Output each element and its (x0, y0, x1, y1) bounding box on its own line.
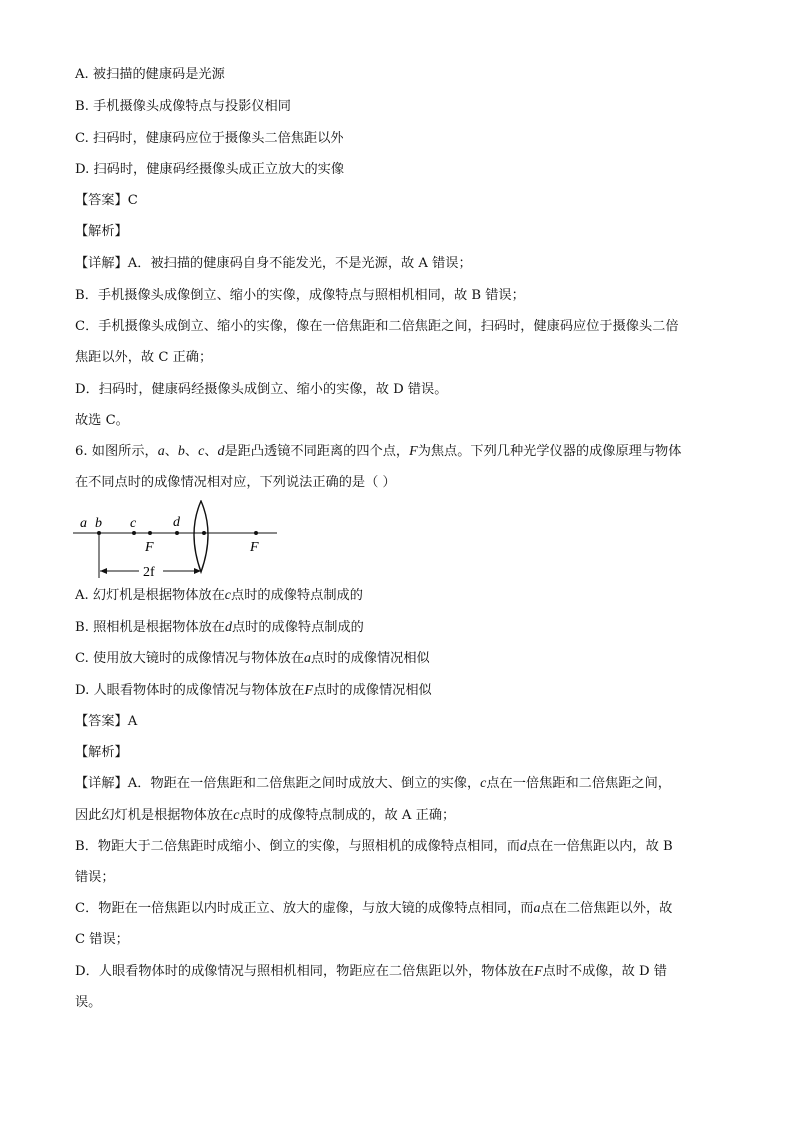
q6-answer (75, 713, 137, 731)
q6-detail-1 (75, 775, 671, 793)
q5-option-d: D. 扫码时，健康码经摄像头成正立放大的实像 (75, 162, 345, 177)
stem-text: 是距凸透镜不同距离的四个点， (224, 444, 410, 459)
option-text: 点时的成像特点制成的 (231, 588, 363, 603)
label-b: b (95, 516, 102, 531)
label-focus-left: F (145, 540, 154, 555)
stem-text: 为焦点。下列几种光学仪器的成像原理与物体 (417, 444, 682, 459)
q6-stem-line-2: 在不同点时的成像情况相对应，下列说法正确的是（ ） (75, 475, 396, 490)
label-2f: 2f (143, 565, 155, 580)
q6-detail-7 (75, 963, 667, 981)
q6-detail-3 (75, 838, 673, 856)
answer-label: 【答案】 (75, 193, 128, 208)
label-focus-right: F (250, 540, 259, 555)
answer-value: A (127, 714, 138, 729)
answer-label: 【答案】 (75, 714, 128, 729)
focus-right-dot (254, 531, 258, 535)
q5-detail-2: B．手机摄像头成像倒立、缩小的实像，成像特点与照相机相同，故 B 错误； (75, 288, 525, 303)
var-a: a (533, 901, 541, 916)
detail-text: 点在二倍焦距以外，故 (540, 901, 673, 916)
detail-text: 点时的成像特点制成的，故 A 正确； (239, 808, 456, 823)
q5-detail-3: C．手机摄像头成倒立、缩小的实像，像在一倍焦距和二倍焦距之间，扫码时，健康码应位于摄像头二倍 (75, 319, 679, 334)
convex-lens (194, 501, 208, 572)
option-text: 点时的成像特点制成的 (231, 620, 364, 635)
q6-option-c (75, 650, 430, 668)
var-b: b (177, 444, 185, 459)
q5-detail-1 (75, 255, 472, 273)
stem-text: 6. 如图所示， (75, 444, 158, 459)
label-a: a (80, 516, 87, 531)
var-d: d (519, 839, 527, 854)
var-d: d (224, 620, 232, 635)
q5-option-c: C. 扫码时，健康码应位于摄像头二倍焦距以外 (75, 131, 344, 146)
q5-answer (75, 192, 138, 210)
q6-option-b (75, 619, 364, 637)
convex-lens-diagram (70, 500, 285, 582)
var-a: a (304, 651, 312, 666)
detail-text: A．物距在一倍焦距和二倍焦距之间时成放大、倒立的实像， (127, 776, 481, 791)
var-F: F (409, 444, 418, 459)
q6-option-d (75, 682, 432, 700)
var-a: a (157, 444, 165, 459)
var-c: c (480, 776, 487, 791)
var-d: d (217, 444, 225, 459)
option-text: C. 使用放大镜时的成像情况与物体放在 (75, 651, 305, 666)
q6-detail-4: 错误； (75, 870, 115, 885)
q5-conclusion: 故选 C。 (75, 413, 129, 428)
option-text: A. 幻灯机是根据物体放在 (75, 588, 225, 603)
option-text: D. 人眼看物体时的成像情况与物体放在 (75, 683, 305, 698)
detail-text: A．被扫描的健康码自身不能发光，不是光源，故 A 错误； (127, 256, 472, 271)
q6-analysis-label: 【解析】 (75, 745, 128, 760)
option-text: B. 照相机是根据物体放在 (75, 620, 225, 635)
point-c-dot (132, 531, 136, 535)
arrow-left-icon (100, 568, 107, 574)
label-c: c (130, 516, 137, 531)
var-c: c (224, 588, 232, 603)
detail-text: 因此幻灯机是根据物体放在 (75, 808, 234, 823)
focus-left-dot (148, 531, 152, 535)
var-c: c (198, 444, 205, 459)
lens-center-dot (202, 531, 206, 535)
detail-text: B．物距大于二倍焦距时成缩小、倒立的实像，与照相机的成像特点相同，而 (75, 839, 520, 854)
answer-value: C (127, 193, 138, 208)
var-F: F (533, 964, 543, 979)
detail-label: 【详解】 (75, 776, 128, 791)
var-c: c (233, 808, 240, 823)
q6-detail-8: 误。 (75, 995, 102, 1010)
q5-detail-5: D．扫码时，健康码经摄像头成倒立、缩小的实像，故 D 错误。 (75, 382, 448, 397)
detail-text: 点在一倍焦距和二倍焦距之间， (486, 776, 671, 791)
label-d: d (173, 515, 180, 530)
q6-detail-5 (75, 900, 672, 918)
q5-analysis-label: 【解析】 (75, 224, 128, 239)
q6-detail-2 (75, 807, 455, 825)
detail-text: 点在一倍焦距以内，故 B (526, 839, 673, 854)
point-d-dot (175, 531, 179, 535)
q5-option-b: B. 手机摄像头成像特点与投影仪相同 (75, 99, 291, 114)
q6-stem-line-1 (75, 443, 681, 461)
q5-option-a: A. 被扫描的健康码是光源 (75, 67, 225, 82)
detail-text: D．人眼看物体时的成像情况与照相机相同，物距应在二倍焦距以外，物体放在 (75, 964, 534, 979)
detail-text: 点时不成像，故 D 错 (542, 964, 667, 979)
q6-option-a (75, 587, 363, 605)
sep: 、 (184, 444, 199, 459)
var-F: F (304, 683, 314, 698)
q5-detail-4: 焦距以外，故 C 正确； (75, 350, 213, 365)
detail-text: C．物距在一倍焦距以内时成正立、放大的虚像，与放大镜的成像特点相同，而 (75, 901, 534, 916)
sep: 、 (204, 444, 218, 459)
sep: 、 (164, 444, 178, 459)
option-text: 点时的成像情况相似 (311, 651, 430, 666)
detail-label: 【详解】 (75, 256, 128, 271)
option-text: 点时的成像情况相似 (313, 683, 432, 698)
q6-detail-6: C 错误； (75, 932, 129, 947)
